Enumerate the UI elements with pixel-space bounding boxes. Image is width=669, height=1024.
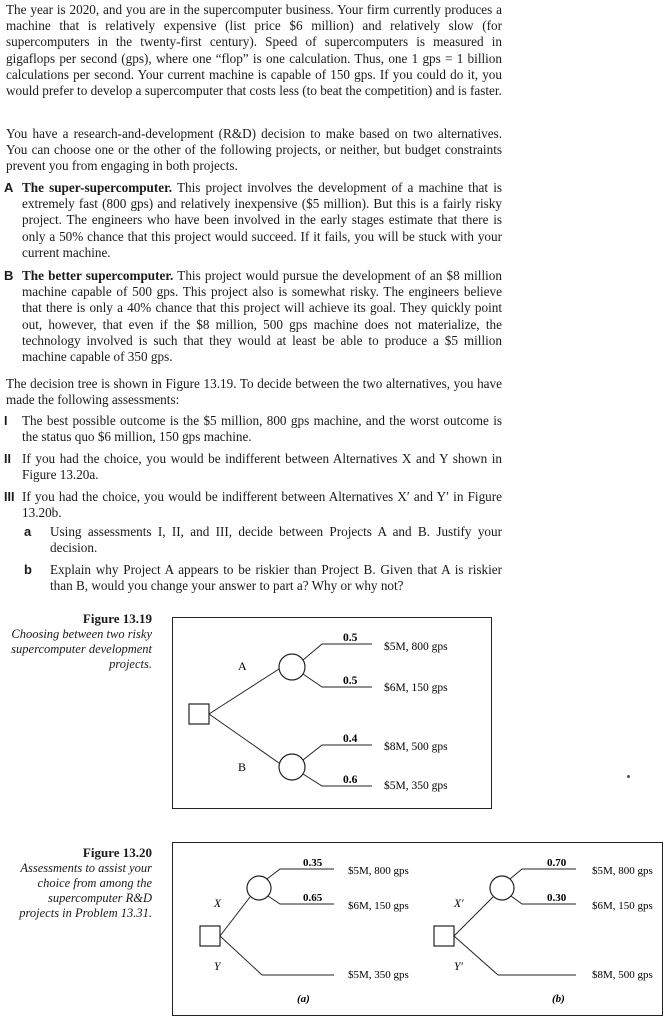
chance-node-b <box>279 754 305 780</box>
branch-a2 <box>303 674 372 687</box>
branch-x2 <box>268 896 334 904</box>
branch-to-b <box>209 714 279 763</box>
figure-13-20-title: Figure 13.20 <box>82 845 152 860</box>
prob-b2: 0.6 <box>343 774 358 786</box>
assessment-ii-numeral: II <box>4 452 11 466</box>
branch-x <box>220 897 250 936</box>
panel-a-label: (a) <box>297 993 310 1005</box>
outcome-b-x1: $5M, 800 gps <box>592 865 653 877</box>
project-b-letter: B <box>4 268 14 283</box>
chance-node-x <box>247 876 271 900</box>
prob-a2: 0.5 <box>343 675 358 687</box>
figure-13-19-caption: Choosing between two risky supercomputer development projects. <box>11 627 152 671</box>
decision-node <box>189 704 209 724</box>
label-y-prime: Y′ <box>454 961 463 973</box>
assessment-iii-text: If you had the choice, you would be indifferent between Alternatives X′ and Y′ in Figure 13.20b. <box>22 489 502 521</box>
decision-node-b <box>434 926 454 946</box>
panel-b-label: (b) <box>552 993 565 1005</box>
outcome-b1: $8M, 500 gps <box>384 741 448 753</box>
question-a <box>24 524 502 556</box>
assessment-iii <box>4 489 502 521</box>
branch-x1 <box>267 869 334 879</box>
project-a-text: This project involves the development of a machine that is extremely fast (800 gps) and relatively inexpensive ($5 million). But this is a fairly risky project. The engineers who have been involved in the early stages estimate that there is only a 50% chance that this project would succeed. If it fails, you will be stuck with your current machine. <box>22 180 502 260</box>
branch-y <box>220 936 262 975</box>
scan-speck <box>627 775 630 778</box>
outcome-a-x2: $6M, 150 gps <box>348 900 409 912</box>
assessment-i <box>4 413 502 445</box>
label-y: Y <box>214 961 221 973</box>
figure-13-20b <box>434 857 653 1005</box>
assessment-i-numeral: I <box>4 414 8 428</box>
branch-to-a <box>209 669 279 714</box>
outcome-b2: $5M, 350 gps <box>384 780 448 792</box>
project-b-text: This project would pursue the development of an $8 million machine capable of 500 gps. This project also is somewhat risky. The engineers believe that there is only a 40% chance that this project will achieve its goal. They quickly point out, however, that even if the $8 million, 500 gps machine does not materialize, the technology involved is such that they would at least be able to produce a $5 million machine capable of 350 gps. <box>22 268 502 365</box>
rd-intro-paragraph: You have a research-and-development (R&D) decision to make based on two alternatives. You can choose one or the other of the following projects, or neither, but budget constraints prevent you from engaging in both projects. <box>6 126 502 174</box>
outcome-b-x2: $6M, 150 gps <box>592 900 653 912</box>
prob-b1: 0.4 <box>343 733 358 745</box>
outcome-a1: $5M, 800 gps <box>384 641 448 653</box>
question-a-text: Using assessments I, II, and III, decide between Projects A and B. Justify your decision. <box>50 524 502 556</box>
project-a-title: The super-supercomputer. <box>22 180 173 195</box>
label-x-prime: X′ <box>454 898 464 910</box>
question-b-text: Explain why Project A appears to be riskier than Project B. Given that A is riskier than B, would you change your answer to part a? Why or why not? <box>50 562 502 594</box>
branch-a1 <box>303 644 372 660</box>
question-a-letter: a <box>24 524 32 539</box>
prob-a-x1: 0.35 <box>303 857 323 869</box>
branch-xp1 <box>510 869 576 879</box>
project-a-item <box>4 180 502 261</box>
prob-a1: 0.5 <box>343 632 358 644</box>
label-x: X <box>214 898 222 910</box>
prob-a-x2: 0.65 <box>303 892 323 904</box>
outcome-a-y: $5M, 350 gps <box>348 969 409 981</box>
figure-13-20-border <box>173 843 663 1016</box>
assessment-ii <box>4 451 502 483</box>
assessment-ii-text: If you had the choice, you would be indifferent between Alternatives X and Y shown in Figure 13.20a. <box>22 451 502 483</box>
assessment-iii-numeral: III <box>4 490 15 504</box>
prob-b-x2: 0.30 <box>547 892 567 904</box>
outcome-a2: $6M, 150 gps <box>384 682 448 694</box>
intro-paragraph: The year is 2020, and you are in the supercomputer business. Your firm currently produces a machine that is relatively expensive (list price $6 million) and relatively slow (for supercomputers in the twenty-first century). Speed of supercomputers is measured in gigaflops per second (gps), where one “flop” is one calculation. Thus, one 1 gps = 1 billion calculations per second. Your current machine is capable of 150 gps. If you could do it, you would prefer to develop a supercomputer that costs less (to beat the competition) and is faster. <box>6 2 502 99</box>
decision-node-a <box>200 926 220 946</box>
node-b-label: B <box>238 760 247 774</box>
outcome-a-x1: $5M, 800 gps <box>348 865 409 877</box>
project-b-title: The better supercomputer. <box>22 268 174 283</box>
project-a-letter: A <box>4 180 14 195</box>
question-b-letter: b <box>24 562 32 577</box>
figure-13-20-caption: Assessments to assist your choice from among the supercomputer R&D projects in Problem 13.31. <box>19 861 152 920</box>
tree-intro-paragraph: The decision tree is shown in Figure 13.19. To decide between the two alternatives, you have made the following assessments: <box>6 376 502 408</box>
figure-13-19-diagram <box>172 617 492 809</box>
assessment-i-text: The best possible outcome is the $5 million, 800 gps machine, and the worst outcome is the status quo $6 million, 150 gps machine. <box>22 413 502 445</box>
figure-13-20-diagram <box>172 842 663 1016</box>
prob-b-x1: 0.70 <box>547 857 567 869</box>
figure-13-20a <box>200 857 409 1005</box>
branch-xp2 <box>511 896 576 904</box>
chance-node-a <box>279 654 305 680</box>
branch-b2 <box>303 774 372 786</box>
outcome-b-y: $8M, 500 gps <box>592 969 653 981</box>
node-a-label: A <box>238 659 247 673</box>
question-b <box>24 562 502 594</box>
branch-b1 <box>303 745 372 760</box>
chance-node-x-prime <box>490 876 514 900</box>
project-b-item <box>4 268 502 365</box>
figure-13-19-title: Figure 13.19 <box>82 611 152 626</box>
